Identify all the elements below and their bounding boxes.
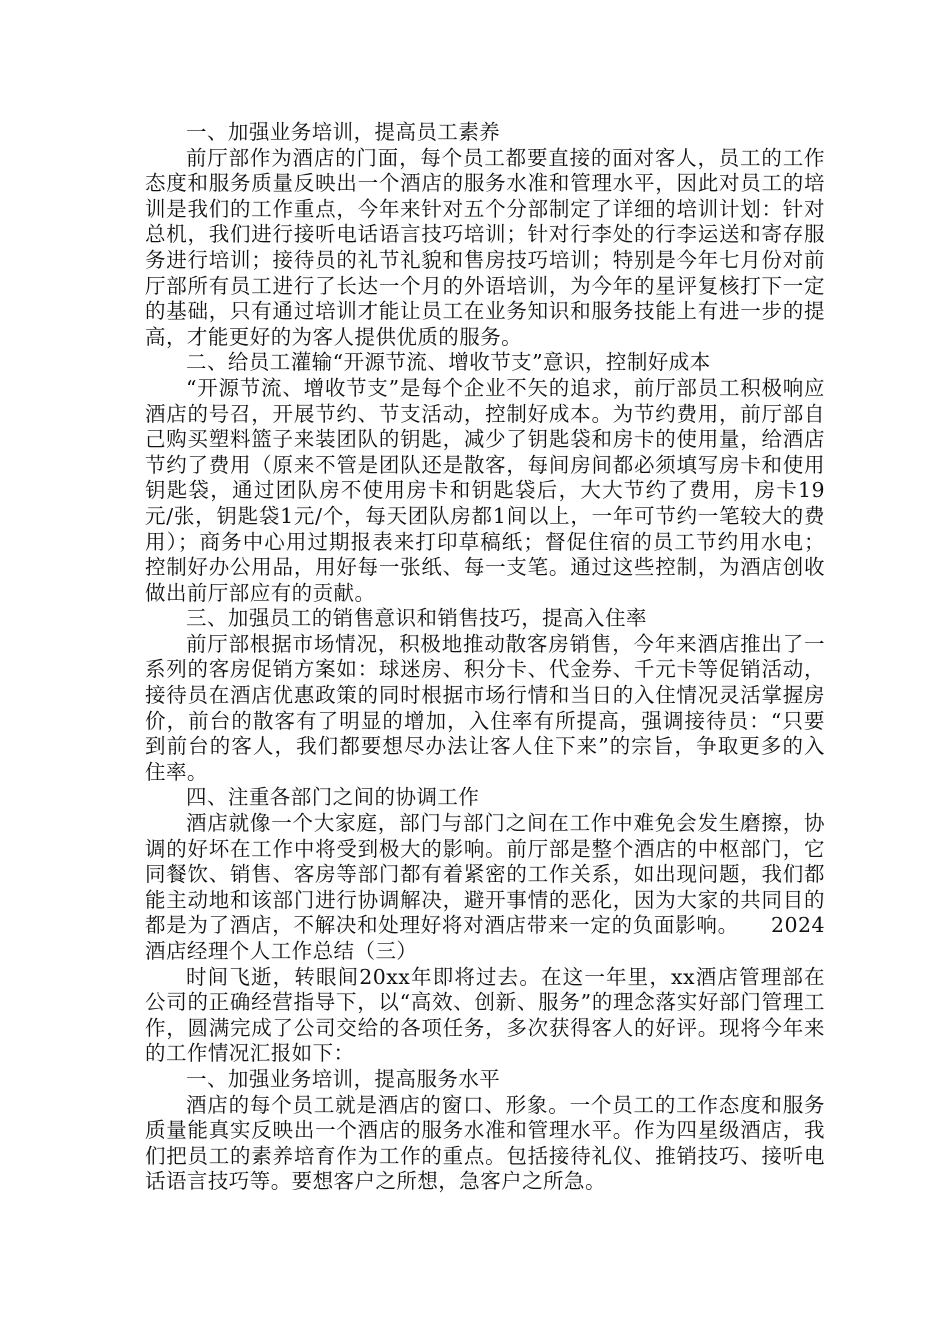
paragraph-coordination: 酒店就像一个大家庭，部门与部门之间在工作中难免会发生磨擦，协调的好坏在工作中将受到极大的影响。前厅部是整个酒店的中枢部门，它同餐饮、销售、客房等部门都有着紧密的工作关系，如出现问题，我们都能主动地和该部门进行协调解决，避开事情的恶化，因为大家的共同目的都是为了酒店，不解决和处理好将对酒店带来一定的负面影响。 2024酒店经理个人工作总结（三） <box>145 811 825 963</box>
paragraph-cost-control: “开源节流、增收节支”是每个企业不矢的追求，前厅部员工积极响应酒店的号召，开展节约、节支活动，控制好成本。为节约费用，前厅部自己购买塑料篮子来装团队的钥匙，减少了钥匙袋和房卡的使用量，给酒店节约了费用（原来不管是团队还是散客，每间房间都必须填写房卡和使用钥匙袋，通过团队房不使用房卡和钥匙袋后，大大节约了费用，房卡19元/张，钥匙袋1元/个，每天团队房都1间以上，一年可节约一笔较大的费用）；商务中心用过期报表来打印草稿纸；督促住宿的员工节约用水电；控制好办公用品，用好每一张纸、每一支笔。通过这些控制，为酒店创收做出前厅部应有的贡献。 <box>145 375 825 605</box>
paragraph-summary-intro: 时间飞逝，转眼间20xx年即将过去。在这一年里，xx酒店管理部在公司的正确经营指导下，以“高效、创新、服务”的理念落实好部门管理工作，圆满完成了公司交给的各项任务，多次获得客人的好评。现将今年来的工作情况汇报如下： <box>145 964 825 1066</box>
section-heading-service-level: 一、加强业务培训，提高服务水平 <box>186 1066 501 1091</box>
section-heading-training: 一、加强业务培训，提高员工素养 <box>186 120 501 144</box>
paragraph-training: 前厅部作为酒店的门面，每个员工都要直接的面对客人，员工的工作态度和服务质量反映出一个酒店的服务水准和管理水平，因此对员工的培训是我们的工作重点，今年来针对五个分部制定了详细的培训计划：针对总机，我们进行接听电话语言技巧培训；针对行李处的行李运送和寄存服务进行培训；接待员的礼节礼貌和售房技巧培训；特别是今年七月份对前厅部所有员工进行了长达一个月的外语培训，为今年的星评复核打下一定的基础，只有通过培训才能让员工在业务知识和服务技能上有进一步的提高，才能更好的为客人提供优质的服务。 <box>145 145 825 349</box>
paragraph-service-level: 酒店的每个员工就是酒店的窗口、形象。一个员工的工作态度和服务质量能真实反映出一个酒店的服务水准和管理水平。作为四星级酒店，我们把员工的素养培育作为工作的重点。包括接待礼仪、推销技巧、接听电话语言技巧等。要想客户之所想，急客户之所急。 <box>145 1092 825 1194</box>
section-heading-cost-control: 二、给员工灌输“开源节流、增收节支”意识，控制好成本 <box>186 350 711 375</box>
paragraph-sales: 前厅部根据市场情况，积极地推动散客房销售，今年来酒店推出了一系列的客房促销方案如：球迷房、积分卡、代金券、千元卡等促销活动，接待员在酒店优惠政策的同时根据市场行情和当日的入住情况灵活掌握房价，前台的散客有了明显的增加，入住率有所提高，强调接待员：“只要到前台的客人，我们都要想尽办法让客人住下来”的宗旨，争取更多的入住率。 <box>145 631 825 784</box>
document-body <box>145 120 825 1195</box>
section-heading-coordination: 四、注重各部门之间的协调工作 <box>186 785 480 810</box>
section-heading-sales: 三、加强员工的销售意识和销售技巧，提高入住率 <box>186 606 647 631</box>
